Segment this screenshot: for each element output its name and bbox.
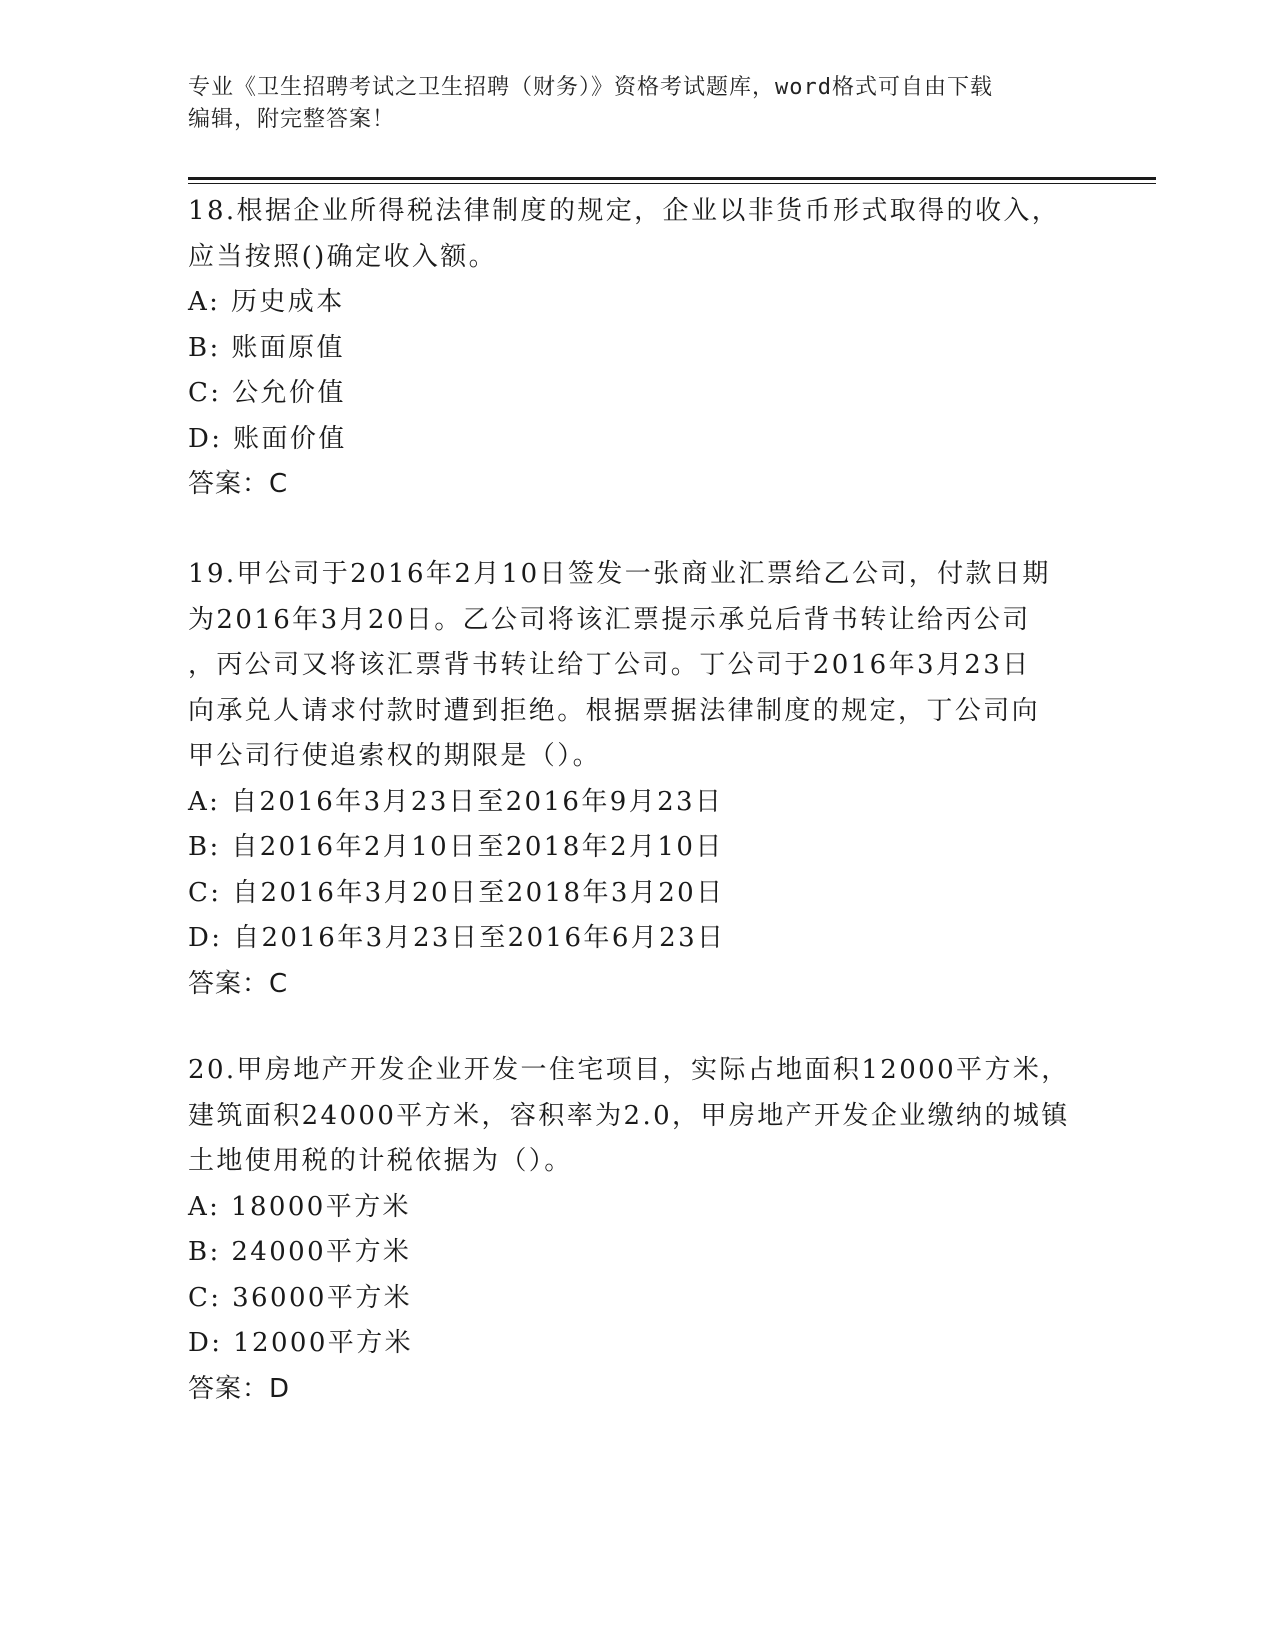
question-stem-line: 为2016年3月20日。乙公司将该汇票提示承兑后背书转让给丙公司: [188, 604, 1031, 635]
header-line-1: 专业《卫生招聘考试之卫生招聘（财务）》资格考试题库，word格式可自由下载: [188, 75, 993, 100]
header-divider-thin: [188, 183, 1156, 184]
question-19: [188, 552, 1088, 1007]
question-stem-line: 土地使用税的计税依据为（）。: [188, 1146, 573, 1176]
option-b: B: 账面原值: [188, 332, 345, 363]
answer-line: 答案：C: [188, 469, 289, 499]
question-stem-line: 19.甲公司于2016年2月10日签发一张商业汇票给乙公司，付款日期: [188, 559, 1051, 589]
question-stem-line: 应当按照()确定收入额。: [188, 241, 498, 272]
option-a: A: 18000平方米: [188, 1191, 411, 1222]
option-c: C: 自2016年3月20日至2018年3月20日: [188, 877, 725, 908]
question-stem-line: 20.甲房地产开发企业开发一住宅项目，实际占地面积12000平方米，: [188, 1055, 1070, 1085]
answer-line: 答案：C: [188, 968, 289, 999]
option-d: D: 12000平方米: [188, 1328, 413, 1358]
question-stem-line: ，丙公司又将该汇票背书转让给丁公司。丁公司于2016年3月23日: [188, 650, 1031, 680]
question-stem-line: 建筑面积24000平方米，容积率为2.0，甲房地产开发企业缴纳的城镇: [188, 1100, 1070, 1131]
option-a: A: 自2016年3月23日至2016年9月23日: [188, 786, 724, 817]
document-header: [188, 72, 1068, 136]
question-stem-line: 18.根据企业所得税法律制度的规定，企业以非货币形式取得的收入，: [188, 196, 1061, 226]
question-stem-line: 甲公司行使追索权的期限是（）。: [188, 741, 602, 771]
option-a: A: 历史成本: [188, 287, 345, 317]
header-line-2: 编辑，附完整答案！: [188, 107, 396, 132]
question-stem-line: 向承兑人请求付款时遭到拒绝。根据票据法律制度的规定，丁公司向: [188, 695, 1041, 726]
option-b: B: 自2016年2月10日至2018年2月10日: [188, 832, 724, 862]
question-20: [188, 1048, 1088, 1412]
option-d: D: 账面价值: [188, 423, 347, 454]
question-18: [188, 189, 1088, 508]
option-d: D: 自2016年3月23日至2016年6月23日: [188, 923, 726, 953]
header-divider-thick: [188, 177, 1156, 180]
answer-line: 答案：D: [188, 1373, 291, 1404]
option-b: B: 24000平方米: [188, 1237, 412, 1267]
option-c: C: 36000平方米: [188, 1282, 413, 1313]
option-c: C: 公允价值: [188, 378, 346, 408]
